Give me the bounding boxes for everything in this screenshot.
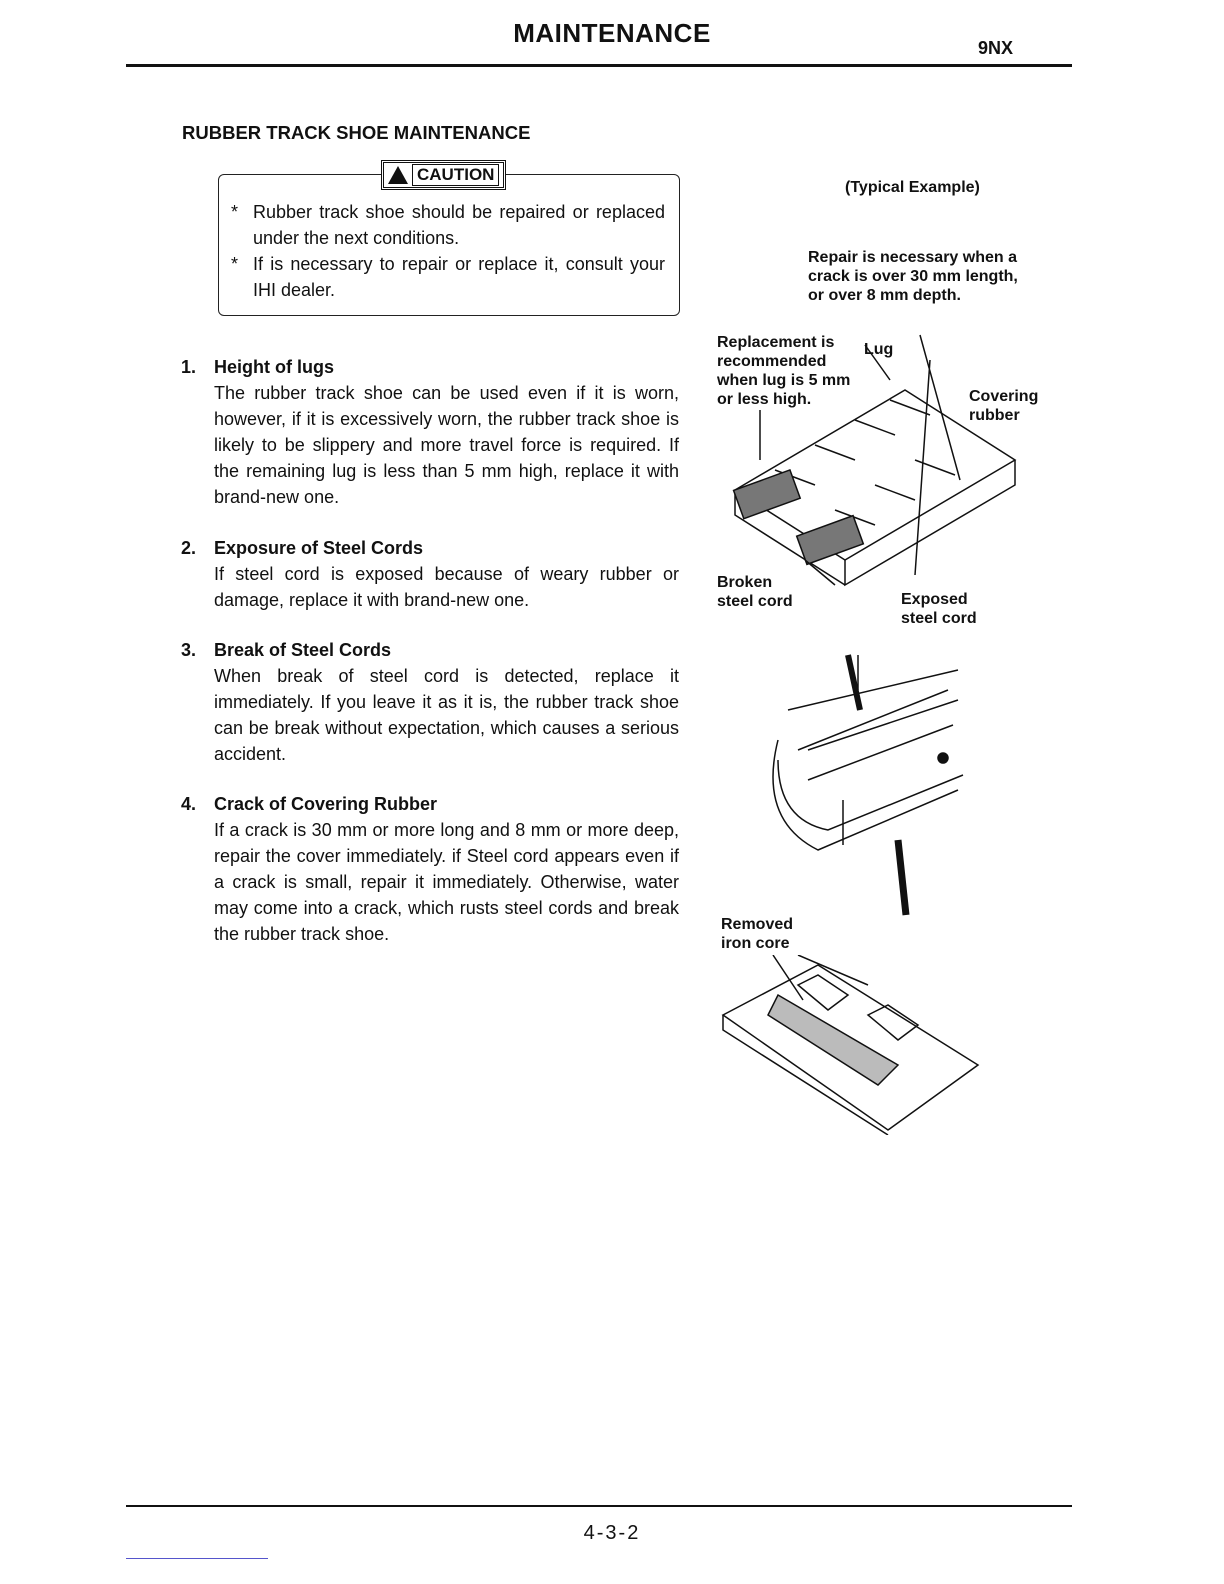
figure-caption: (Typical Example) [845, 179, 980, 196]
broken-steel-cord-label: Broken steel cord [717, 574, 793, 610]
iron-core-illustration [718, 955, 983, 1135]
item-exposure-steel-cords: 2. Exposure of Steel Cords If steel cord is exposed because of weary rubber or damage, replace it with brand-new one. [181, 538, 679, 610]
item-break-steel-cords: 3. Break of Steel Cords When break of steel cord is detected, replace it immediately. If you leave it as it is, the rubber track shoe can be break without expectation, which causes a serious accident. [181, 640, 679, 764]
header-rule [126, 64, 1072, 67]
lug-label: Lug [864, 341, 894, 358]
footer-rule [126, 1505, 1072, 1507]
model-code: 9NX [978, 38, 1014, 58]
caution-bullet: * If is necessary to repair or replace it, consult your IHI dealer. [231, 254, 665, 300]
repair-note: Repair is necessary when a crack is over 30 mm length, or over 8 mm depth. [808, 249, 1018, 304]
page-number: 4-3-2 [583, 1522, 641, 1544]
exposed-steel-cord-label: Exposed steel cord [901, 591, 977, 627]
removed-iron-core-label: Removed iron core [721, 916, 794, 952]
item-height-of-lugs: 1. Height of lugs The rubber track shoe can be used even if it is worn, however, if it is excessively worn, the rubber track shoe is likely to be slippery and more travel force is required. If the remaining lug is less than 5 mm high, replace it with brand-new one. [181, 357, 679, 507]
caution-box [218, 174, 680, 316]
page-header-title: MAINTENANCE [513, 18, 711, 48]
caution-badge: CAUTION [381, 160, 506, 190]
caution-bullet: * Rubber track shoe should be repaired or replaced under the next conditions. [231, 202, 665, 248]
footer-underline [126, 1558, 268, 1559]
replacement-note: Replacement is recommended when lug is 5 mm or less high. [717, 334, 851, 408]
warning-triangle-icon [388, 166, 408, 184]
covering-rubber-label: Covering rubber [969, 388, 1039, 424]
track-shoe-illustration [715, 320, 1045, 590]
item-crack-covering-rubber: 4. Crack of Covering Rubber If a crack is 30 mm or more long and 8 mm or more deep, repair the cover immediately. if Steel cord appears even if a crack is small, repair it immediately. Otherwise, water may come into a crack, which rusts steel cords and break the rubber track shoe. [181, 794, 679, 944]
crawler-track-illustration [748, 650, 978, 920]
section-title: RUBBER TRACK SHOE MAINTENANCE [182, 122, 531, 143]
